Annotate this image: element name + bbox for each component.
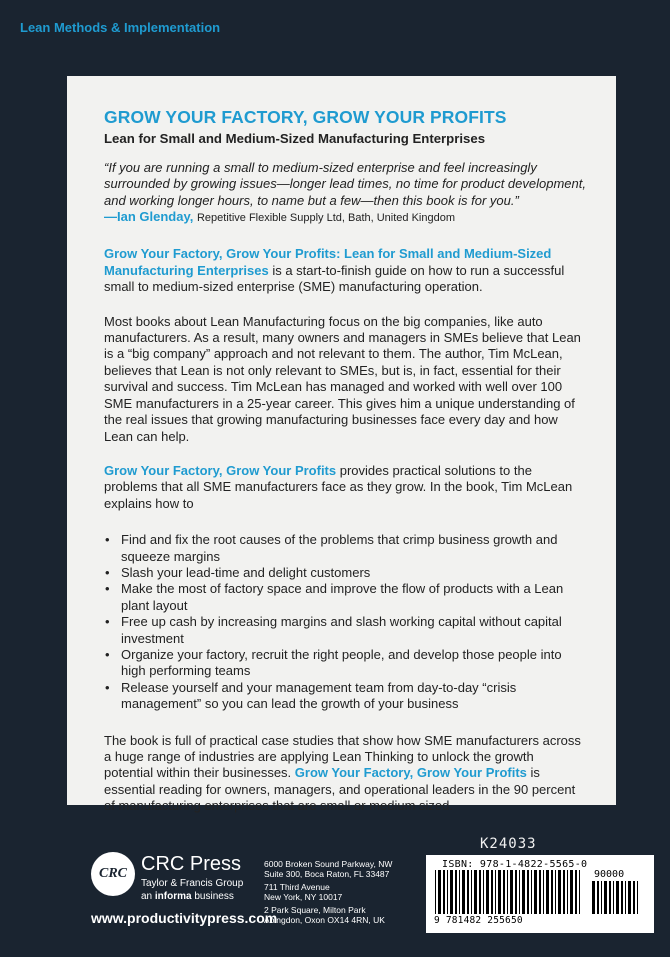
benefits-list (104, 532, 586, 712)
barcode-bar (486, 870, 489, 914)
isbn-barcode (426, 855, 654, 933)
barcode-bar (579, 870, 580, 914)
barcode-bar (539, 870, 541, 914)
barcode-bar (621, 881, 623, 914)
barcode-bar (563, 870, 565, 914)
barcode-bar (592, 881, 595, 914)
list-item: • Free up cash by increasing margins and slash working capital without capital investment (104, 614, 586, 647)
barcode-bar (462, 870, 465, 914)
barcode-bar (555, 870, 556, 914)
barcode-bar (604, 881, 607, 914)
barcode-bar (503, 870, 505, 914)
barcode-addon-number: 90000 (594, 869, 625, 880)
barcode-bar (474, 870, 477, 914)
endorsement-attribution (104, 209, 586, 226)
publisher-informa: an informa business (141, 891, 234, 902)
barcode-bar (519, 870, 520, 914)
crc-logo-icon: CRC (91, 852, 135, 896)
barcode-bar (435, 870, 436, 914)
barcode-bar (495, 870, 496, 914)
barcode-bar (609, 881, 611, 914)
endorser-organization: Repetitive Flexible Supply Ltd, Bath, United Kingdom (196, 212, 456, 225)
barcode-bar (613, 881, 614, 914)
barcode-bars-icon (434, 870, 586, 916)
barcode-bar (616, 881, 619, 914)
barcode-bar (507, 870, 508, 914)
barcode-bar (628, 881, 631, 914)
book-subtitle: Lean for Small and Medium-Sized Manufacturing Enterprises (104, 131, 486, 147)
barcode-bar (522, 870, 525, 914)
address-line: Suite 300, Boca Raton, FL 33487 (264, 869, 390, 880)
barcode-bar (597, 881, 599, 914)
barcode-bar (459, 870, 460, 914)
barcode-bar (567, 870, 568, 914)
list-item: • Release yourself and your management team from day-to-day “crisis management” so you can lead the growth of your business (104, 680, 586, 713)
list-item: • Make the most of factory space and improve the flow of products with a Lean plant layout (104, 581, 586, 614)
list-item: • Organize your factory, recruit the right people, and develop those people into high performing teams (104, 647, 586, 680)
description-paragraph-2: Most books about Lean Manufacturing focus on the big companies, like auto manufacturers. As a result, many owners and managers in SMEs believe that Lean is a “big company” approach and not relevant to them. The author, Tim McLean, believes that Lean is not only relevant to SMEs, but is, in fact, essential for their survival and success. Tim McLean has managed and worked with well over 100 SME manufacturers in a 25-year career. This gives him a unique understanding of the real issues that growing manufacturing businesses face every day and how Lean can help. (104, 313, 581, 444)
paragraph-text: The book is full of practical case studies that show how SME manufacturers across a huge range of industries are applying Lean Thinking to unlock the growth potential within their businesses. (104, 732, 581, 781)
barcode-bar (601, 881, 602, 914)
barcode-digits: 9 781482 255650 (434, 915, 523, 926)
barcode-bar (467, 870, 469, 914)
barcode-bar (479, 870, 481, 914)
barcode-bar (534, 870, 537, 914)
paragraph-text: is essential reading for owners, managers, and operational leaders in the 90 percent of manufacturing enterprises that are small or medium sized. (104, 765, 576, 814)
barcode-bar (510, 870, 513, 914)
barcode-bar (498, 870, 501, 914)
title-highlight: Grow Your Factory, Grow Your Profits: Lean for Small and Medium-Sized Manufacturing Enterprises (104, 246, 552, 278)
endorser-name: —Ian Glenday, (104, 209, 194, 225)
barcode-bar (447, 870, 448, 914)
barcode-bar (531, 870, 532, 914)
series-name: Lean Methods & Implementation (20, 20, 221, 35)
paragraph-text: is a start-to-finish guide on how to run a successful small to medium-sized enterprise (SME) manufacturing operation. (104, 262, 565, 295)
description-paragraph-1 (104, 246, 586, 295)
address-line: 6000 Broken Sound Parkway, NW (264, 859, 393, 869)
barcode-bar (527, 870, 529, 914)
list-item: • Slash your lead-time and delight customers (104, 565, 586, 581)
barcode-bar (515, 870, 517, 914)
address-line: Abingdon, Oxon OX14 4RN, UK (264, 915, 385, 926)
address-line: 2 Park Square, Milton Park (264, 904, 366, 915)
barcode-bar (575, 870, 577, 914)
book-code: K24033 (480, 836, 537, 852)
endorsement-quote: “If you are running a small to medium-sized enterprise and feel increasingly surrounded by growing issues—longer lead times, no time for product development, and working longer hours, to name but a few—then this book is for you.” (104, 159, 586, 208)
barcode-bar (438, 870, 441, 914)
barcode-addon-bars-icon (591, 881, 643, 916)
barcode-bar (625, 881, 626, 914)
barcode-bar (637, 881, 638, 914)
publisher-name: CRC Press (141, 853, 242, 875)
barcode-bar (443, 870, 445, 914)
publisher-group: Taylor & Francis Group (141, 878, 244, 889)
book-title: GROW YOUR FACTORY, GROW YOUR PROFITS (104, 107, 507, 127)
barcode-bar (558, 870, 561, 914)
barcode-bar (483, 870, 484, 914)
barcode-bar (546, 870, 549, 914)
barcode-bar (455, 870, 457, 914)
description-paragraph-3 (104, 463, 586, 512)
address-line: New York, NY 10017 (264, 892, 343, 903)
publisher-url: www.productivitypress.com (91, 910, 278, 926)
barcode-bar (543, 870, 544, 914)
list-item: • Find and fix the root causes of the problems that crimp business growth and squeeze margins (104, 532, 586, 565)
barcode-bar (450, 870, 453, 914)
barcode-bar (551, 870, 553, 914)
address-line: 711 Third Avenue (264, 881, 330, 892)
title-highlight: Grow Your Factory, Grow Your Profits (104, 462, 337, 478)
publisher-address (264, 859, 424, 925)
isbn-number: ISBN: 978-1-4822-5565-0 (442, 859, 588, 870)
paragraph-text: provides practical solutions to the problems that all SME manufacturers face as they grow. In the book, Tim McLean explains how to (104, 462, 573, 511)
barcode-bar (471, 870, 472, 914)
title-highlight: Grow Your Factory, Grow Your Profits (294, 765, 527, 781)
barcode-bar (491, 870, 493, 914)
description-paragraph-4 (104, 733, 586, 815)
back-cover-panel (67, 76, 616, 814)
barcode-bar (633, 881, 635, 914)
barcode-bar (570, 870, 573, 914)
